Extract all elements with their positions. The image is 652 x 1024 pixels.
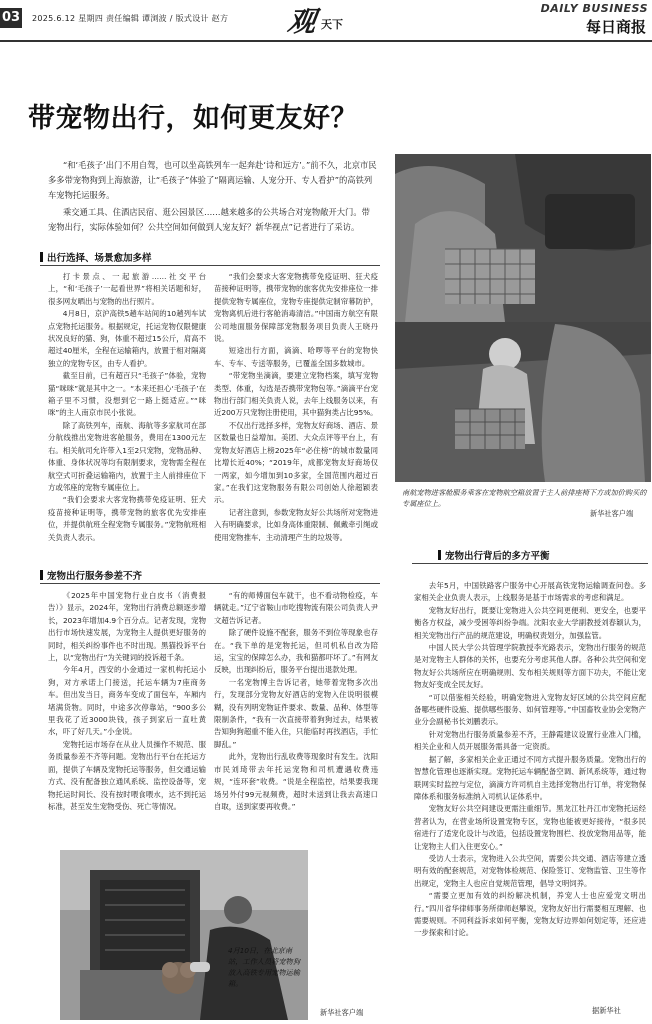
masthead-rule (0, 40, 652, 42)
paragraph: “有的师傅面包车就干，也不看动物检疫，车辆就走。”辽宁省鞍山市吃搜物流有限公司负责人尹文超告诉记者。 (214, 591, 378, 625)
paragraph: 宠物友好公共空间建设更需注重细节。黑龙江牡丹江市宠物托运经营者认为，在营业场所设置宠物专区，宠物也能被更好接待，“很多民宿进行了适宠化设计与改造，包括设置宠物围栏、投放宠物用品等，能让宠物主人们入住更安心。” (414, 804, 646, 851)
paragraph: 记者注意到，参数宠物友好公共场所对宠物进入有明确要求，比如身高体重限制、佩戴牵引绳或使用宠物推车，主动清理产生的垃圾等。 (214, 507, 378, 541)
photo-pet-cabin-credit: 新华社客户端 (590, 509, 634, 518)
paper-name-cn: 每日商报 (585, 18, 646, 36)
section-rule-3 (412, 563, 648, 564)
paragraph: 短途出行方面，滴滴、哈啰等平台的宠物快车、专车、专送等服务，已覆盖全国多数城市。 (214, 346, 378, 368)
paragraph: 受访人士表示，宠物进入公共空间，需要公共交通、酒店等建立透明有效的配套规范，对宠物体检规范、保险签订、宠物监管、卫生等作出规定，宠物主人也应自觉规范管理，倡导文明饲养。 (414, 853, 646, 888)
paragraph: “可以借鉴相关经验，明确宠物进入宠物友好区域的公共空间应配备哪些硬件设施、提供哪些服务、如何管理等。”中国畜牧业协会宠物产业分会副秘书长刘鹏表示。 (414, 692, 646, 727)
paragraph: “需要立更加有效的纠纷解决机制，养宠人士也应爱宠文明出行。”四川省华律师事务所律师赵攀说，宠物友好出行需要相互理解、也需要规则。不同利益诉求如何平衡，宠物友好边界如何划定等，还应进一步探索和讨论。 (414, 891, 646, 938)
section-heading-3: 宠物出行背后的多方平衡 (438, 548, 550, 562)
section-logo (285, 2, 368, 38)
photo-station-pet-box-illustration (60, 850, 308, 1020)
paragraph: 针对宠物出行服务质量参差不齐，王静霞建议设置行业准入门槛，相关企业和人员开展服务需具备一定资质。 (414, 729, 646, 752)
section-2-column-2 (214, 590, 378, 842)
photo-station-pet-box-credit: 新华社客户端 (320, 1008, 364, 1017)
paragraph: 去年5月，中国铁路客户服务中心开展高铁宠物运输调查问卷。多家相关企业负责人表示，上线服务是基于市场需求的考虑和满足。 (414, 581, 646, 603)
photo-pet-cabin-caption: 南航宠物进客舱服务乘客在宠物航空箱放置于主人前排座椅下方或加价购买的专属座位上。 (402, 488, 647, 508)
photo-station-pet-box-caption: 4月10日，在北京南站，工作人员将宠物狗放入高铁专用宠物运输箱。 (228, 946, 300, 988)
section-marker (40, 570, 43, 580)
lead-paragraph-2: 乘交通工具、住酒店民宿、逛公园景区……越来越多的公共场合对宠物敞开大门。带宠物出行，实际体验如何？公共空间如何做到人宠友好？新华视点”记者进行了采访。 (48, 207, 370, 232)
section-logo-big: 观 (285, 5, 319, 38)
paragraph: 此外，宠物出行乱收费等现象时有发生。沈阳市民刘琦带去年托运宠物和司机遭遇收费违规，“连环套”收费。“说是全程监控，结果要我现场另外付99元视频费，超时未送到让我去高速口自取，送到家要再收费。” (214, 752, 378, 811)
headline: 带宠物出行，如何更友好？ (28, 103, 358, 134)
article-source-credit: 据新华社 (592, 1006, 621, 1015)
paragraph: 宠物友好出行，既要让宠物进入公共空间更便利、更安全，也要平衡各方权益，减少受困等纠纷争端。沈阳农业大学副教授刘春颖认为，相关宠物出行产品的规范建设，明确权责划分，加强监管。 (414, 605, 646, 640)
paragraph: 截至目前，已有超百只“毛孩子”体验，宠物猫“咪咪”就是其中之一。“本来还担心‘毛孩子’在箱子里不习惯，没想到它一路上挺适应。”“咪咪”的主人南京市民小张说。 (48, 371, 206, 418)
paragraph: 打卡景点、一起旅游……社交平台上，“和‘毛孩子’一起看世界”将相关话题和好，很多网友晒出与宠物的出行照片。 (48, 272, 206, 306)
section-1-column-2 (214, 271, 378, 541)
section-heading-1: 出行选择、场景愈加多样 (40, 250, 152, 264)
paragraph: 除了硬件设施不配套，服务不到位等现象也存在。“我下单的是宠物托运，但司机私自改为陪运，宝宝的保障怎么办，我和猫都吓坏了。”有网友反映，出现纠纷后，服务平台提出退款处理。 (214, 628, 378, 675)
photo-pet-cabin (395, 154, 651, 482)
paragraph: 《2025年中国宠物行业白皮书（消费报告）》显示，2024年，宠物出行消费总额逐步增长，2023年增加4.9个百分点。记者发现，宠物出行市场快速发展，为宠物主人提供更好服务的同时，相关纠纷事件也不时出现。黑猫投诉平台上，以“宠物出行”为关键词的投诉超千条。 (48, 591, 206, 663)
paragraph: 今年4月，西安的小金通过一家机构托运小狗，对方承诺上门接送，托运车辆为7座商务车。但出发当日，商务车变成了面包车，车厢内堵满货物。同时，中途多次停靠站，“900多公里我花了近3000块钱，孩子到家后一直吐黄水，吓了好几天。”小金说。 (48, 665, 206, 737)
lead-paragraph-1: “和‘毛孩子’出门不用自驾，也可以坐高铁列车一起奔赴‘诗和远方’。”前不久，北京市民多多带宠物狗到上海旅游，让“毛孩子”体验了“隔离运输、人宠分开、专人看护”的高铁列车宠物托运服务。 (48, 160, 377, 200)
paragraph: “我们会要求大客宠物携带免疫证明、狂犬疫苗接种证明等，携带宠物的旅客优先安排座位一排提供宠物专属座位，宠物专座提供定制帘幕防护，宠物离机后进行客舱消毒清洁。”中国南方航空有限公司地面服务保障部宠物服务项目负责人王晓丹说。 (214, 272, 378, 344)
paragraph: 4月8日，京沪高铁5趟车站间的10趟列车试点宠物托运服务。根据规定，托运宠物仅限健康状况良好的猫、狗，体重不超过15公斤，肩高不超过40厘米，全程在运输箱内，放置于相对隔离独立的宠物专区，由专人看护。 (48, 309, 206, 368)
section-2-column-1 (48, 590, 206, 842)
paragraph: 不仅出行选择多样，宠物友好商场、酒店、景区数量也日益增加。美团、大众点评等平台上，有宠物友好酒店上榜2025年“必住榜”的城市数量同比增长近40%；“2019年，成都宠物友好商场仅一两家，如今增加到10多家，全国范围内超过百家。”在我们这宠物服务有限公司创始人徐超颖表示。 (214, 420, 378, 505)
section-1-column-1 (48, 271, 206, 541)
section-logo-small: 天下 (321, 18, 343, 31)
dateline: 2025.6.12 星期四 责任编辑 谭浏波 / 版式设计 赵方 (32, 14, 229, 23)
section-heading-2: 宠物出行服务参差不齐 (40, 568, 142, 582)
paragraph: 宠物托运市场存在从业人员操作不规范、服务质量参差不齐等问题。宠物出行平台在托运方面，提供了车辆及宠物托运等服务，但交通运输方式、没有配备独立通风系统、监控设备等，宠物托运时间长、没有按时喂食喂水，达不到托运标准，甚至发生宠物受伤、死亡等情况。 (48, 739, 206, 811)
section-rule-1 (40, 265, 380, 266)
photo-pet-cabin-illustration (395, 154, 651, 482)
section-3-column (414, 580, 646, 998)
paragraph: 据了解，多家相关企业正通过不同方式提升服务质量。宠物出行的智慧化管理也逐渐实现。宠物托运车辆配备空调、新风系统等，通过物联网实时监控与定位，滴滴方许司机自主选择宠物出行订单，将宠物保障体系和服务标准纳入司机认证体系中。 (414, 754, 646, 801)
section-marker (40, 252, 43, 262)
paragraph: 一名宠物博主告诉记者，她带着宠物多次出行，发现部分宠物友好酒店的宠物入住说明很模糊，没有列明宠物证件要求、数量、品种、体型等限制条件，“我有一次直接带着狗狗过去，结果被告知狗狗超重不能入住，只能临时再找酒店，手忙脚乱。” (214, 677, 378, 749)
section-rule-2 (40, 583, 380, 584)
paragraph: 中国人民大学公共管理学院教授李光路表示，宠物出行服务的规范是对宠物主人群体的关怀，也要充分考虑其他人群。各种公共空间和宠物友好公共场所应在明确规则、发布相关规则等方面下功夫，不能让宠物友好变成全民友好。 (414, 643, 646, 690)
paragraph: “我们会要求大客宠物携带免疫证明、狂犬疫苗接种证明等，携带宠物的旅客优先安排座位，并提供航班全程宠物专属服务。”宠物航班相关负责人表示。 (48, 495, 206, 541)
paragraph: “带宠物坐滴滴，要建立宠物档案，填写宠物类型、体重，勾选是否携带宠物包等。”滴滴平台宠物出行部门相关负责人说，去年上线服务以来，有近200万只宠物注册使用，其中猫狗类占比95%。 (214, 371, 378, 418)
paper-name-en: DAILY BUSINESS (540, 2, 648, 15)
paragraph: 除了高铁列车，南航、海航等多家航司在部分航线推出宠物进客舱服务，费用在1300元左右。相关航司允许带入1至2只宠物，宠物品种、体重、身体状况等均有限制要求，宠物需全程在航空式可折叠运输箱内，放置于主人前排座位下方或邻座的宠物专属座位上。 (48, 420, 206, 492)
photo-station-pet-box (60, 850, 308, 1020)
page-number: 03 (0, 8, 22, 28)
section-marker (438, 550, 441, 560)
